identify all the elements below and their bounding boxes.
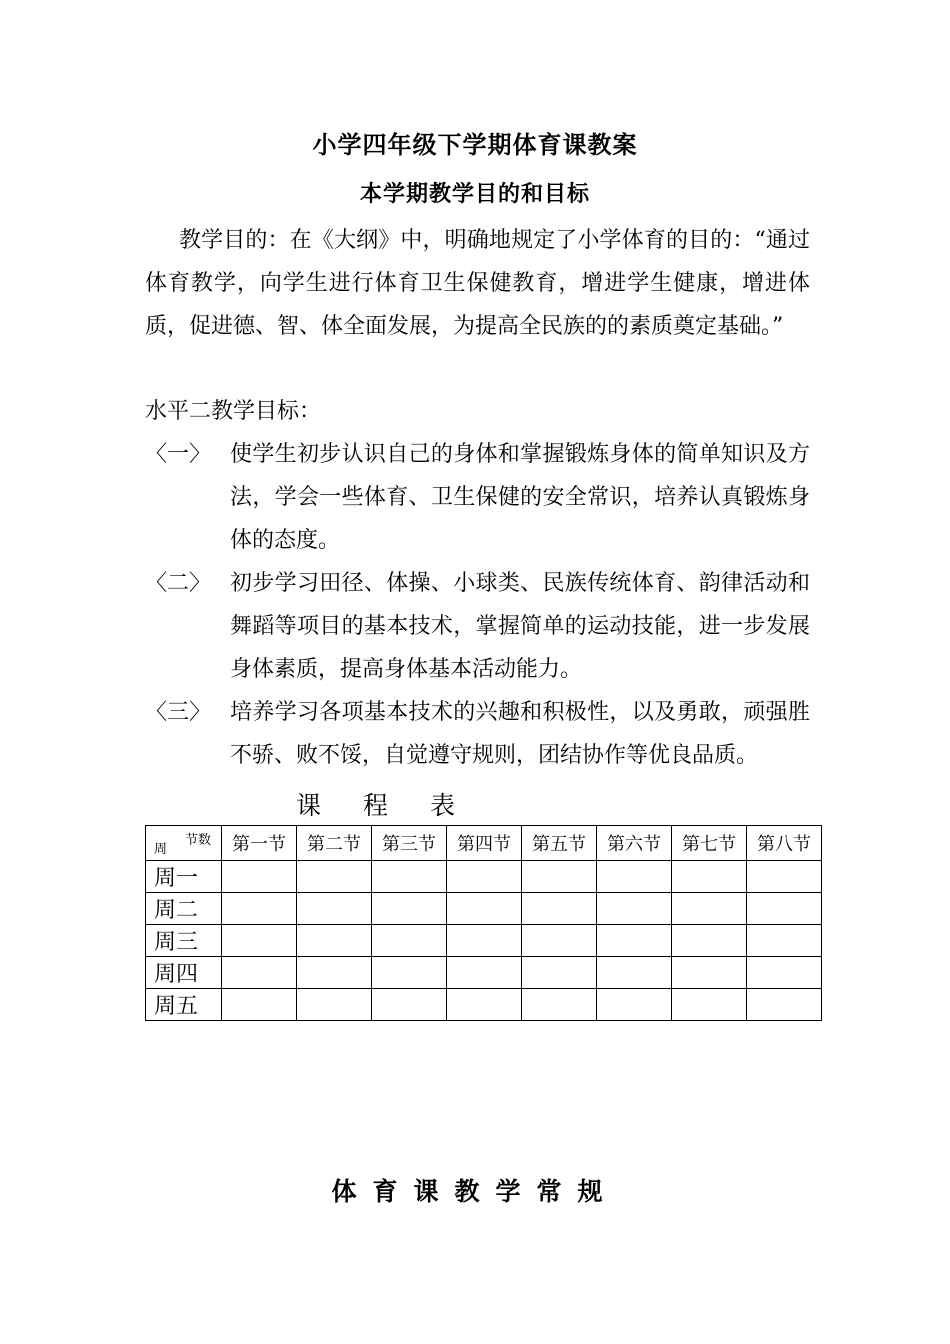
schedule-cell (747, 957, 822, 989)
corner-period-label: 节数 (184, 833, 211, 848)
schedule-row (146, 957, 822, 989)
goal-number: 〈三〉 (145, 700, 212, 725)
schedule-cell (522, 989, 597, 1021)
purpose-paragraph: 教学目的：在《大纲》中，明确地规定了小学体育的目的：“通过体育教学，向学生进行体育卫生保健教育，增进学生健康，增进体质，促进德、智、体全面发展，为提高全民族的的素质奠定基础。” (145, 228, 810, 339)
schedule-cell (372, 893, 447, 925)
schedule-cell (222, 957, 297, 989)
schedule-cell (522, 893, 597, 925)
schedule-cell (372, 861, 447, 893)
schedule-cell (447, 989, 522, 1021)
schedule-cell (222, 989, 297, 1021)
schedule-header-row (146, 826, 822, 861)
schedule-cell (597, 957, 672, 989)
schedule-row (146, 861, 822, 893)
schedule-cell (672, 861, 747, 893)
period-header: 第五节 (522, 826, 597, 861)
schedule-row (146, 989, 822, 1021)
schedule-row (146, 925, 822, 957)
schedule-cell (747, 861, 822, 893)
schedule-cell (597, 989, 672, 1021)
schedule-cell (672, 957, 747, 989)
goal-number: 〈二〉 (145, 571, 212, 596)
schedule-cell (222, 893, 297, 925)
schedule-cell (672, 989, 747, 1021)
schedule-cell (672, 893, 747, 925)
schedule-cell (297, 989, 372, 1021)
schedule-cell (222, 925, 297, 957)
corner-week-label: 周 (154, 842, 168, 857)
schedule-cell (372, 957, 447, 989)
goal-number: 〈一〉 (145, 442, 212, 467)
period-header: 第七节 (672, 826, 747, 861)
schedule-cell (297, 861, 372, 893)
day-label: 周五 (146, 989, 222, 1021)
schedule-cell (447, 957, 522, 989)
schedule-corner-cell (146, 826, 222, 861)
goals-label: 水平二教学目标： (145, 399, 322, 424)
section-subtitle: 本学期教学目的和目标 (359, 181, 590, 207)
goal-text: 培养学习各项基本技术的兴趣和积极性，以及勇敢，顽强胜不骄、败不馁，自觉遵守规则，团结协作等优良品质。 (230, 700, 810, 768)
schedule-cell (297, 957, 372, 989)
period-header: 第六节 (597, 826, 672, 861)
section-title-routine: 体育课教学常规 (331, 1177, 619, 1206)
period-header: 第二节 (297, 826, 372, 861)
schedule-cell (747, 925, 822, 957)
day-label: 周一 (146, 861, 222, 893)
schedule-cell (522, 925, 597, 957)
schedule-cell (447, 925, 522, 957)
schedule-table (145, 825, 822, 1021)
schedule-cell (372, 989, 447, 1021)
schedule-cell (597, 925, 672, 957)
schedule-cell (747, 893, 822, 925)
schedule-cell (222, 861, 297, 893)
period-header: 第三节 (372, 826, 447, 861)
schedule-cell (372, 925, 447, 957)
schedule-cell (522, 861, 597, 893)
schedule-cell (597, 893, 672, 925)
goal-text: 使学生初步认识自己的身体和掌握锻炼身体的简单知识及方法，学会一些体育、卫生保健的安全常识，培养认真锻炼身体的态度。 (230, 442, 810, 553)
period-header: 第一节 (222, 826, 297, 861)
day-label: 周三 (146, 925, 222, 957)
period-header: 第四节 (447, 826, 522, 861)
period-header: 第八节 (747, 826, 822, 861)
schedule-cell (522, 957, 597, 989)
schedule-cell (447, 893, 522, 925)
schedule-cell (597, 861, 672, 893)
schedule-row (146, 893, 822, 925)
day-label: 周二 (146, 893, 222, 925)
schedule-cell (747, 989, 822, 1021)
schedule-cell (297, 925, 372, 957)
schedule-cell (672, 925, 747, 957)
schedule-cell (447, 861, 522, 893)
document-title: 小学四年级下学期体育课教案 (312, 130, 638, 159)
goal-text: 初步学习田径、体操、小球类、民族传统体育、韵律活动和舞蹈等项目的基本技术，掌握简单的运动技能，进一步发展身体素质，提高身体基本活动能力。 (230, 571, 810, 682)
schedule-cell (297, 893, 372, 925)
schedule-title: 课程表 (296, 791, 498, 820)
day-label: 周四 (146, 957, 222, 989)
